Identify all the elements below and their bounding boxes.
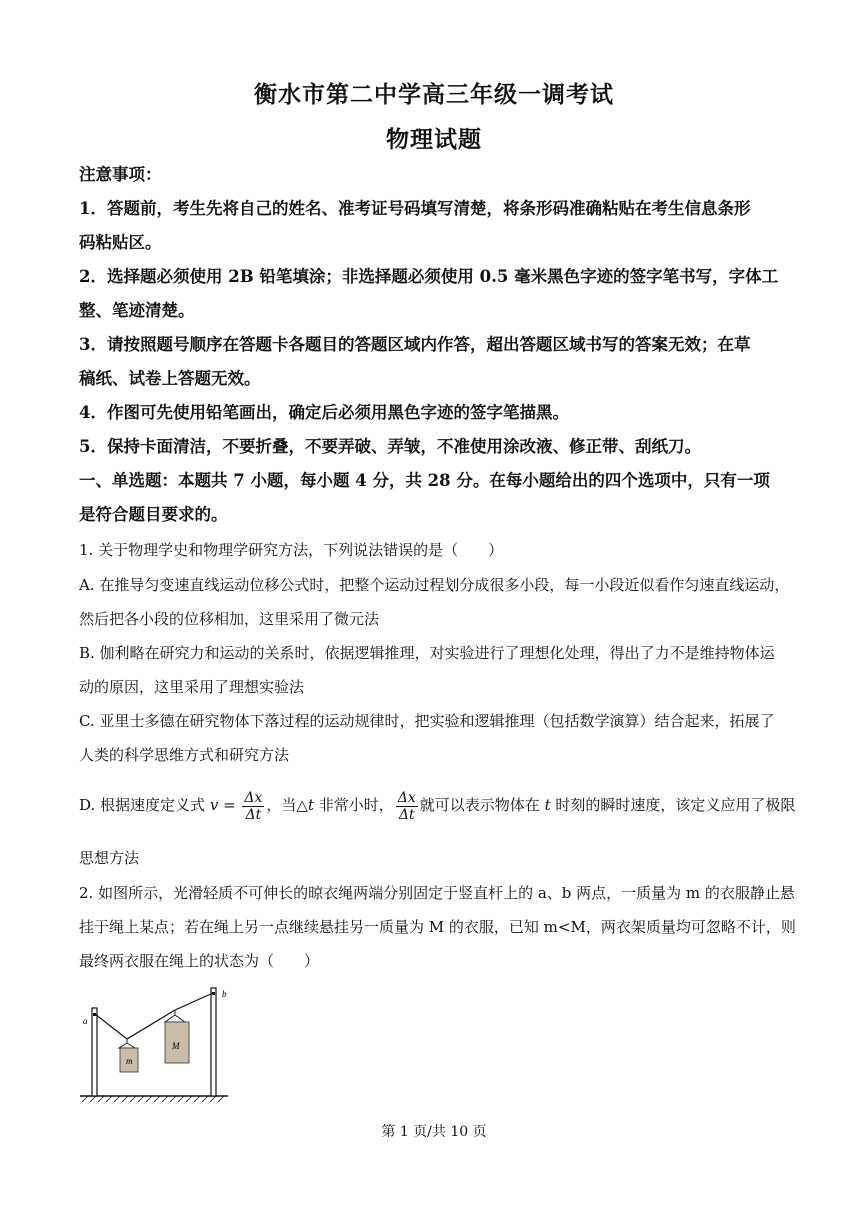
notice-item-4: 4．作图可先使用铅笔画出，确定后必须用黑色字迹的签字笔描黑。 bbox=[79, 403, 569, 422]
notice-item-2-line-2: 整、笔迹清楚。 bbox=[79, 301, 195, 320]
q1-option-d-text-1: ，当△ bbox=[266, 796, 308, 814]
notice-item-2-line-1: 2．选择题必须使用 2B 铅笔填涂；非选择题必须使用 0.5 毫米黑色字迹的签字笔书写，字体工 bbox=[79, 267, 779, 286]
velocity-fraction-2 bbox=[396, 790, 418, 823]
clothesline-figure bbox=[78, 982, 238, 1108]
left-pole bbox=[92, 1008, 97, 1096]
notice-item-3-line-1: 3．请按照题号顺序在答题卡各题目的答题区域内作答，超出答题区域书写的答案无效；在草 bbox=[79, 335, 751, 354]
fraction-denominator-2: Δt bbox=[398, 806, 415, 823]
fraction-denominator: Δt bbox=[245, 806, 262, 823]
page-footer: 第 1 页/共 10 页 bbox=[381, 1124, 487, 1140]
notice-item-1-line-1: 1．答题前，考生先将自己的姓名、准考证号码填写清楚，将条形码准确粘贴在考生信息条形 bbox=[79, 199, 751, 218]
q1-option-d-text-4: 时刻的瞬时速度，该定义应用了极限 bbox=[550, 796, 796, 814]
notice-item-5: 5．保持卡面清洁，不要折叠，不要弄破、弄皱，不准使用涂改液、修正带、刮纸刀。 bbox=[79, 437, 701, 456]
label-a: a bbox=[83, 1016, 88, 1026]
q2-stem-line-1: 2. 如图所示，光滑轻质不可伸长的晾衣绳两端分别固定于竖直杆上的 a、b 两点，一质量为 m 的衣服静止悬 bbox=[79, 884, 795, 902]
q1-option-a-line-1: A. 在推导匀变速直线运动位移公式时，把整个运动过程划分成很多小段，每一小段近似看作匀速直线运动， bbox=[79, 576, 790, 594]
q1-option-d-line-2: 思想方法 bbox=[79, 849, 140, 867]
hanger-M bbox=[165, 1010, 185, 1022]
equals-sign: = bbox=[218, 796, 241, 814]
notice-item-1-line-2: 码粘贴区。 bbox=[79, 233, 162, 252]
section-heading-line-2: 是符合题目要求的。 bbox=[79, 505, 228, 524]
right-pole bbox=[211, 988, 216, 1096]
fraction-numerator: Δx bbox=[244, 789, 263, 806]
notice-heading: 注意事项： bbox=[79, 165, 162, 184]
q1-option-b-line-1: B. 伽利略在研究力和运动的关系时，依据逻辑推理，对实验进行了理想化处理，得出了力不是维持物体运 bbox=[79, 644, 775, 662]
q1-option-a-line-2: 然后把各小段的位移相加，这里采用了微元法 bbox=[79, 610, 380, 628]
q1-option-c-line-2: 人类的科学思维方式和研究方法 bbox=[79, 746, 290, 764]
hanger-m bbox=[119, 1039, 135, 1048]
fraction-numerator-2: Δx bbox=[397, 789, 416, 806]
velocity-symbol: v bbox=[209, 796, 219, 814]
time-symbol: t bbox=[307, 796, 314, 814]
ground-hatching bbox=[82, 1096, 224, 1102]
notice-item-3-line-2: 稿纸、试卷上答题无效。 bbox=[79, 369, 261, 388]
q1-stem: 1. 关于物理学史和物理学研究方法，下列说法错误的是（ ） bbox=[79, 541, 504, 559]
q1-option-d-line-1 bbox=[79, 787, 796, 823]
exam-title: 衡水市第二中学高三年级一调考试 bbox=[254, 81, 614, 108]
q1-option-d-text-2: 非常小时， bbox=[314, 796, 394, 814]
label-b: b bbox=[222, 989, 227, 999]
section-heading-line-1: 一、单选题：本题共 7 小题，每小题 4 分，共 28 分。在每小题给出的四个选项中，只有一项 bbox=[79, 471, 770, 490]
exam-subtitle: 物理试题 bbox=[386, 126, 482, 153]
q1-option-c-line-1: C. 亚里士多德在研究物体下落过程的运动规律时，把实验和逻辑推理（包括数学演算）结合起来，拓展了 bbox=[79, 712, 775, 730]
q2-stem-line-2: 挂于绳上某点；若在绳上另一点继续悬挂另一质量为 M 的衣服，已知 m<M，两衣架质量均可忽略不计，则 bbox=[79, 918, 796, 936]
q1-option-b-line-2: 动的原因，这里采用了理想实验法 bbox=[79, 678, 305, 696]
velocity-fraction bbox=[242, 790, 264, 823]
q1-option-d-prefix: D. 根据速度定义式 bbox=[79, 796, 206, 814]
clothesline-rope bbox=[95, 993, 213, 1039]
q1-option-d-text-3: 就可以表示物体在 bbox=[419, 796, 545, 814]
label-m: m bbox=[126, 1056, 133, 1066]
time-symbol-2: t bbox=[544, 796, 551, 814]
q2-stem-line-3: 最终两衣服在绳上的状态为（ ） bbox=[79, 952, 320, 970]
label-M: M bbox=[172, 1041, 180, 1051]
